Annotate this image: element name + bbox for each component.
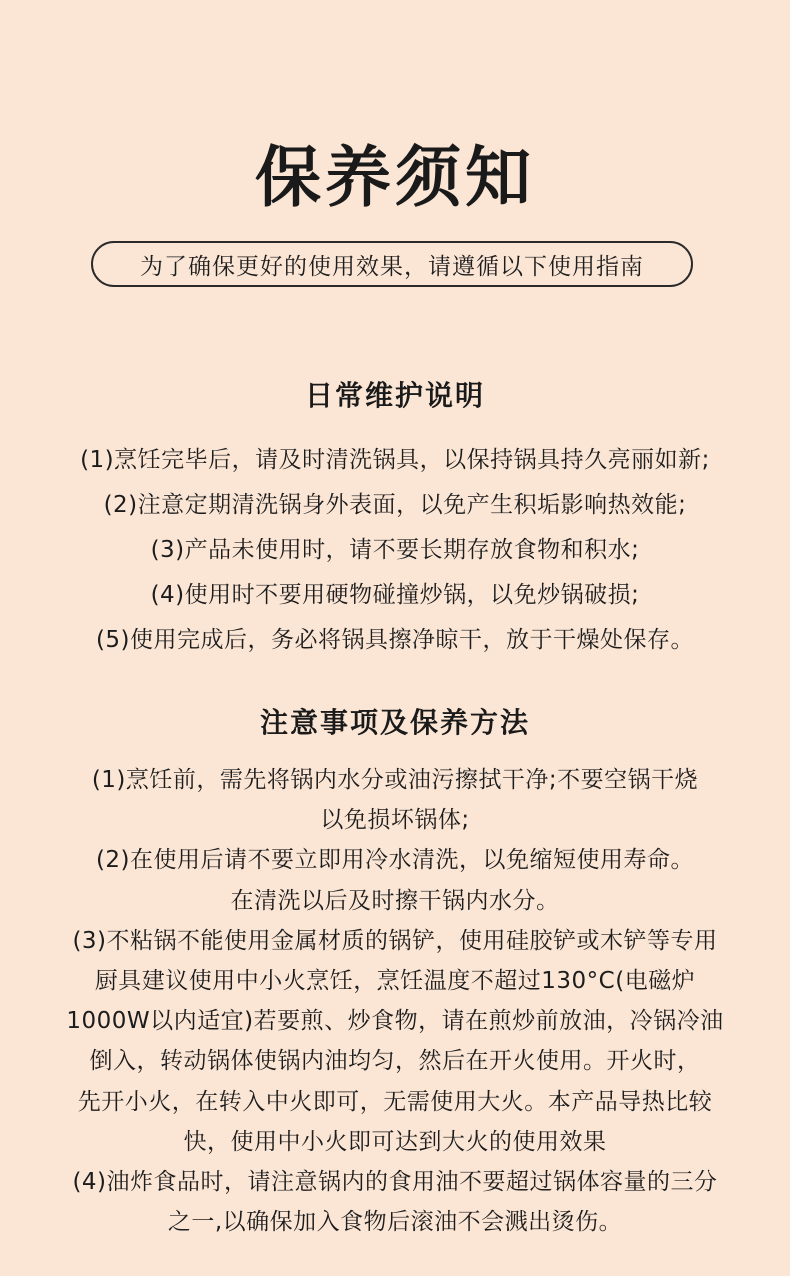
- list-item: 在清洗以后及时擦干锅内水分。: [230, 887, 560, 914]
- list-item: 之一,以确保加入食物后滚油不会溅出烫伤。: [167, 1209, 623, 1236]
- list-item: 以免损坏锅体;: [320, 807, 470, 834]
- list-item: 先开小火，在转入中火即可，无需使用大火。本产品导热比较: [77, 1088, 713, 1115]
- list-item: (4)油炸食品时，请注意锅内的食用油不要超过锅体容量的三分: [72, 1168, 718, 1195]
- list-item: (3)产品未使用时，请不要长期存放食物和积水;: [150, 537, 640, 563]
- list-item: (3)不粘锅不能使用金属材质的锅铲，使用硅胶铲或木铲等专用: [72, 927, 718, 954]
- list-item: (1)烹饪前，需先将锅内水分或油污擦拭干净;不要空锅干烧: [91, 767, 699, 793]
- list-item: (2)在使用后请不要立即用冷水清洗，以免缩短使用寿命。: [95, 847, 695, 874]
- list-item: 倒入，转动锅体使锅内油均匀，然后在开火使用。开火时，: [89, 1048, 701, 1075]
- subtitle-banner: [91, 241, 693, 287]
- daily-maintenance-heading: 日常维护说明: [304, 379, 485, 412]
- list-item: (2)注意定期清洗锅身外表面，以免产生积垢影响热效能;: [103, 492, 687, 518]
- list-item: 厨具建议使用中小火烹饪，烹饪温度不超过130°C(电磁炉: [94, 967, 696, 994]
- daily-maintenance-list: [0, 438, 790, 663]
- subtitle-text: 为了确保更好的使用效果，请遵循以下使用指南: [140, 253, 644, 280]
- page-title: 保养须知: [255, 139, 535, 216]
- list-item: (5)使用完成后，务必将锅具擦净晾干，放于干燥处保存。: [95, 627, 695, 653]
- precautions-list: [0, 760, 790, 1242]
- precautions-heading: 注意事项及保养方法: [259, 706, 530, 739]
- list-item: (4)使用时不要用硬物碰撞炒锅，以免炒锅破损;: [150, 582, 640, 608]
- list-item: (1)烹饪完毕后，请及时清洗锅具，以保持锅具持久亮丽如新;: [80, 447, 710, 473]
- list-item: 快，使用中小火即可达到大火的使用效果: [183, 1128, 607, 1155]
- list-item: 1000W以内适宜)若要煎、炒食物，请在煎炒前放油，冷锅冷油: [66, 1008, 724, 1035]
